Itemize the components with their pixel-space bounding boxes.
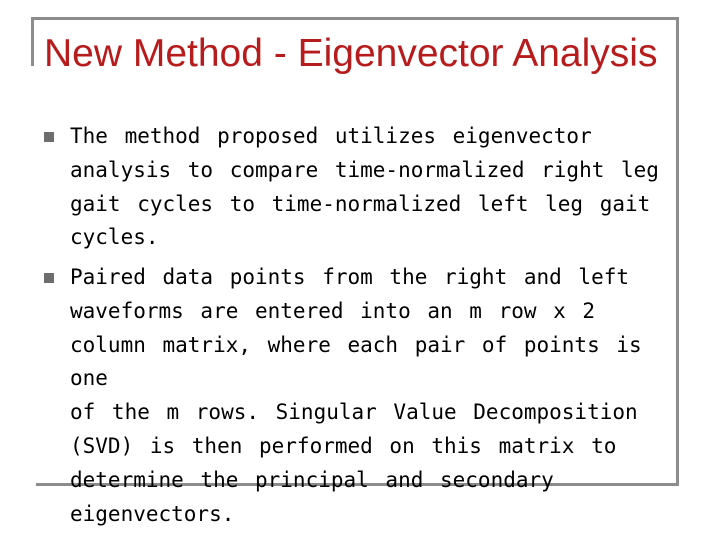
square-bullet-icon xyxy=(44,273,54,283)
square-bullet-icon xyxy=(44,132,54,142)
slide-title: New Method - Eigenvector Analysis xyxy=(44,32,658,75)
bullet-text: Paired data points from the right and left waveforms are entered into an m row x 2 column matrix, where each pair of points is one of the m rows. Singular Value Decomposition (SVD) is then performed on this matrix to determine the principal and secondary eigenvectors. xyxy=(70,265,642,526)
bullet-text: The method proposed utilizes eigenvector analysis to compare time-normalized right leg gait cycles to time-normalized left leg gait cycles. xyxy=(70,124,659,250)
